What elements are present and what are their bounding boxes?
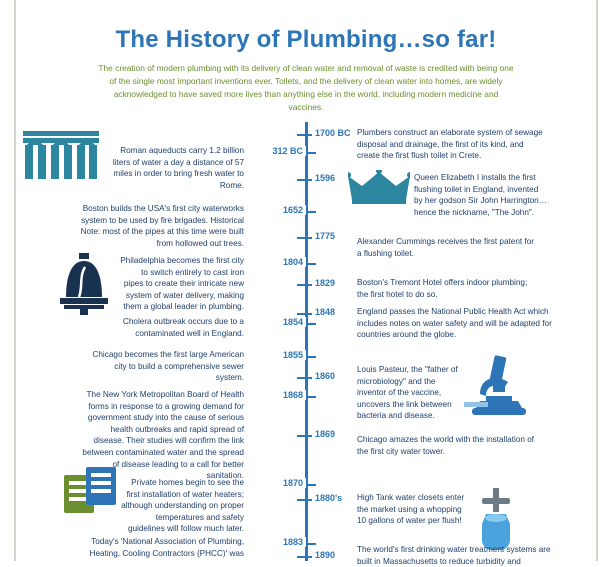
year-label-1596: 1596 bbox=[312, 173, 338, 183]
liberty-bell-icon bbox=[52, 253, 116, 320]
year-label-1869: 1869 bbox=[312, 429, 338, 439]
event-text-1868: The New York Metropolitan Board of Health forms in response to a growing demand for government study into the cause of serious health outbreaks and rapid spread of disease. Their studies will confirm the link between contaminated water and the spread of disease leading to a call for better sanitation. bbox=[82, 390, 244, 481]
event-text-1775: Alexander Cummings receives the first patent for a flushing toilet. bbox=[357, 237, 535, 258]
event-text-1860: Louis Pasteur, the "father of microbiology" and the inventor of the vaccine, uncovers the link between bacteria and disease. bbox=[357, 365, 458, 421]
event-text-1890: The world's first drinking water treatment systems are built in Massachusetts to reduce turbidity and bbox=[357, 545, 551, 566]
year-label-1860: 1860 bbox=[312, 371, 338, 381]
microscope-icon bbox=[462, 352, 534, 427]
event-text-1870: Private homes begin to see the first installation of water heaters; although understanding on proper temperatures and safety guidelines will follow much later. bbox=[121, 478, 244, 534]
event-text-1854: Cholera outbreak occurs due to a contaminated well in England. bbox=[122, 317, 244, 338]
event-text-312bc: Roman aqueducts carry 1.2 billion liters of water a day a distance of 57 miles in order to bring fresh water to Rome. bbox=[112, 146, 244, 190]
left-edge-rule bbox=[14, 0, 16, 561]
year-label-1829: 1829 bbox=[312, 278, 338, 288]
event-text-1652: Boston builds the USA's first city waterworks system to be used by fire brigades. Historical Note: most of the pipes at this time were built from hollowed out trees. bbox=[80, 204, 244, 248]
year-label-1775: 1775 bbox=[312, 231, 338, 241]
page-title: The History of Plumbing…so far! bbox=[115, 26, 497, 53]
event-text-1596: Queen Elizabeth I installs the first flushing toilet in England, invented by her godson Sir John Harrington… hence the nickname, "The John". bbox=[414, 173, 547, 217]
year-label-312bc: 312 BC bbox=[252, 146, 306, 156]
page-subtitle: The creation of modern plumbing with its delivery of clean water and removal of waste is credited with being one of the single most important inventions ever. Toilets, and the delivery of clean water into homes, are widely acknowledged to have saved more lives than anything else in the world, including modern medicine and vaccines. bbox=[98, 63, 514, 112]
event-text-1880s: High Tank water closets enter the market using a whopping 10 gallons of water per flush! bbox=[357, 493, 465, 526]
year-label-1848: 1848 bbox=[312, 307, 338, 317]
year-label-1868: 1868 bbox=[252, 390, 306, 400]
year-label-1870: 1870 bbox=[252, 478, 306, 488]
event-text-1869: Chicago amazes the world with the installation of the first city water tower. bbox=[357, 435, 535, 456]
aqueduct-icon bbox=[23, 131, 99, 184]
timeline-spine bbox=[305, 122, 308, 561]
year-label-1855: 1855 bbox=[252, 350, 306, 360]
year-label-1652: 1652 bbox=[252, 205, 306, 215]
event-text-1848: England passes the National Public Health Act which includes notes on water safety and will be adapted for countries around the globe. bbox=[357, 307, 552, 340]
year-label-1854: 1854 bbox=[252, 317, 306, 327]
event-text-1804: Philadelphia becomes the first city to switch entirely to cast iron pipes to create their intricate new system of water delivery, making them a global leader in plumbing. bbox=[120, 256, 244, 312]
year-label-1700bc: 1700 BC bbox=[312, 128, 354, 138]
year-label-1880s: 1880's bbox=[312, 493, 345, 503]
event-text-1700bc: Plumbers construct an elaborate system of sewage disposal and drainage, the first of its kind, and create the first flush toilet in Crete. bbox=[357, 128, 543, 161]
year-label-1804: 1804 bbox=[252, 257, 306, 267]
crown-icon bbox=[348, 170, 410, 209]
right-edge-rule bbox=[596, 0, 598, 561]
year-label-1883: 1883 bbox=[252, 537, 306, 547]
event-text-1855: Chicago becomes the first large American city to build a comprehensive sewer system. bbox=[92, 350, 244, 383]
year-label-1890: 1890 bbox=[312, 550, 338, 560]
event-text-1883: Today's 'National Association of Plumbing, Heating, Cooling Contractors (PHCC)' was bbox=[89, 537, 244, 558]
event-text-1829: Boston's Tremont Hotel offers indoor plumbing; the first hotel to do so. bbox=[357, 278, 528, 299]
